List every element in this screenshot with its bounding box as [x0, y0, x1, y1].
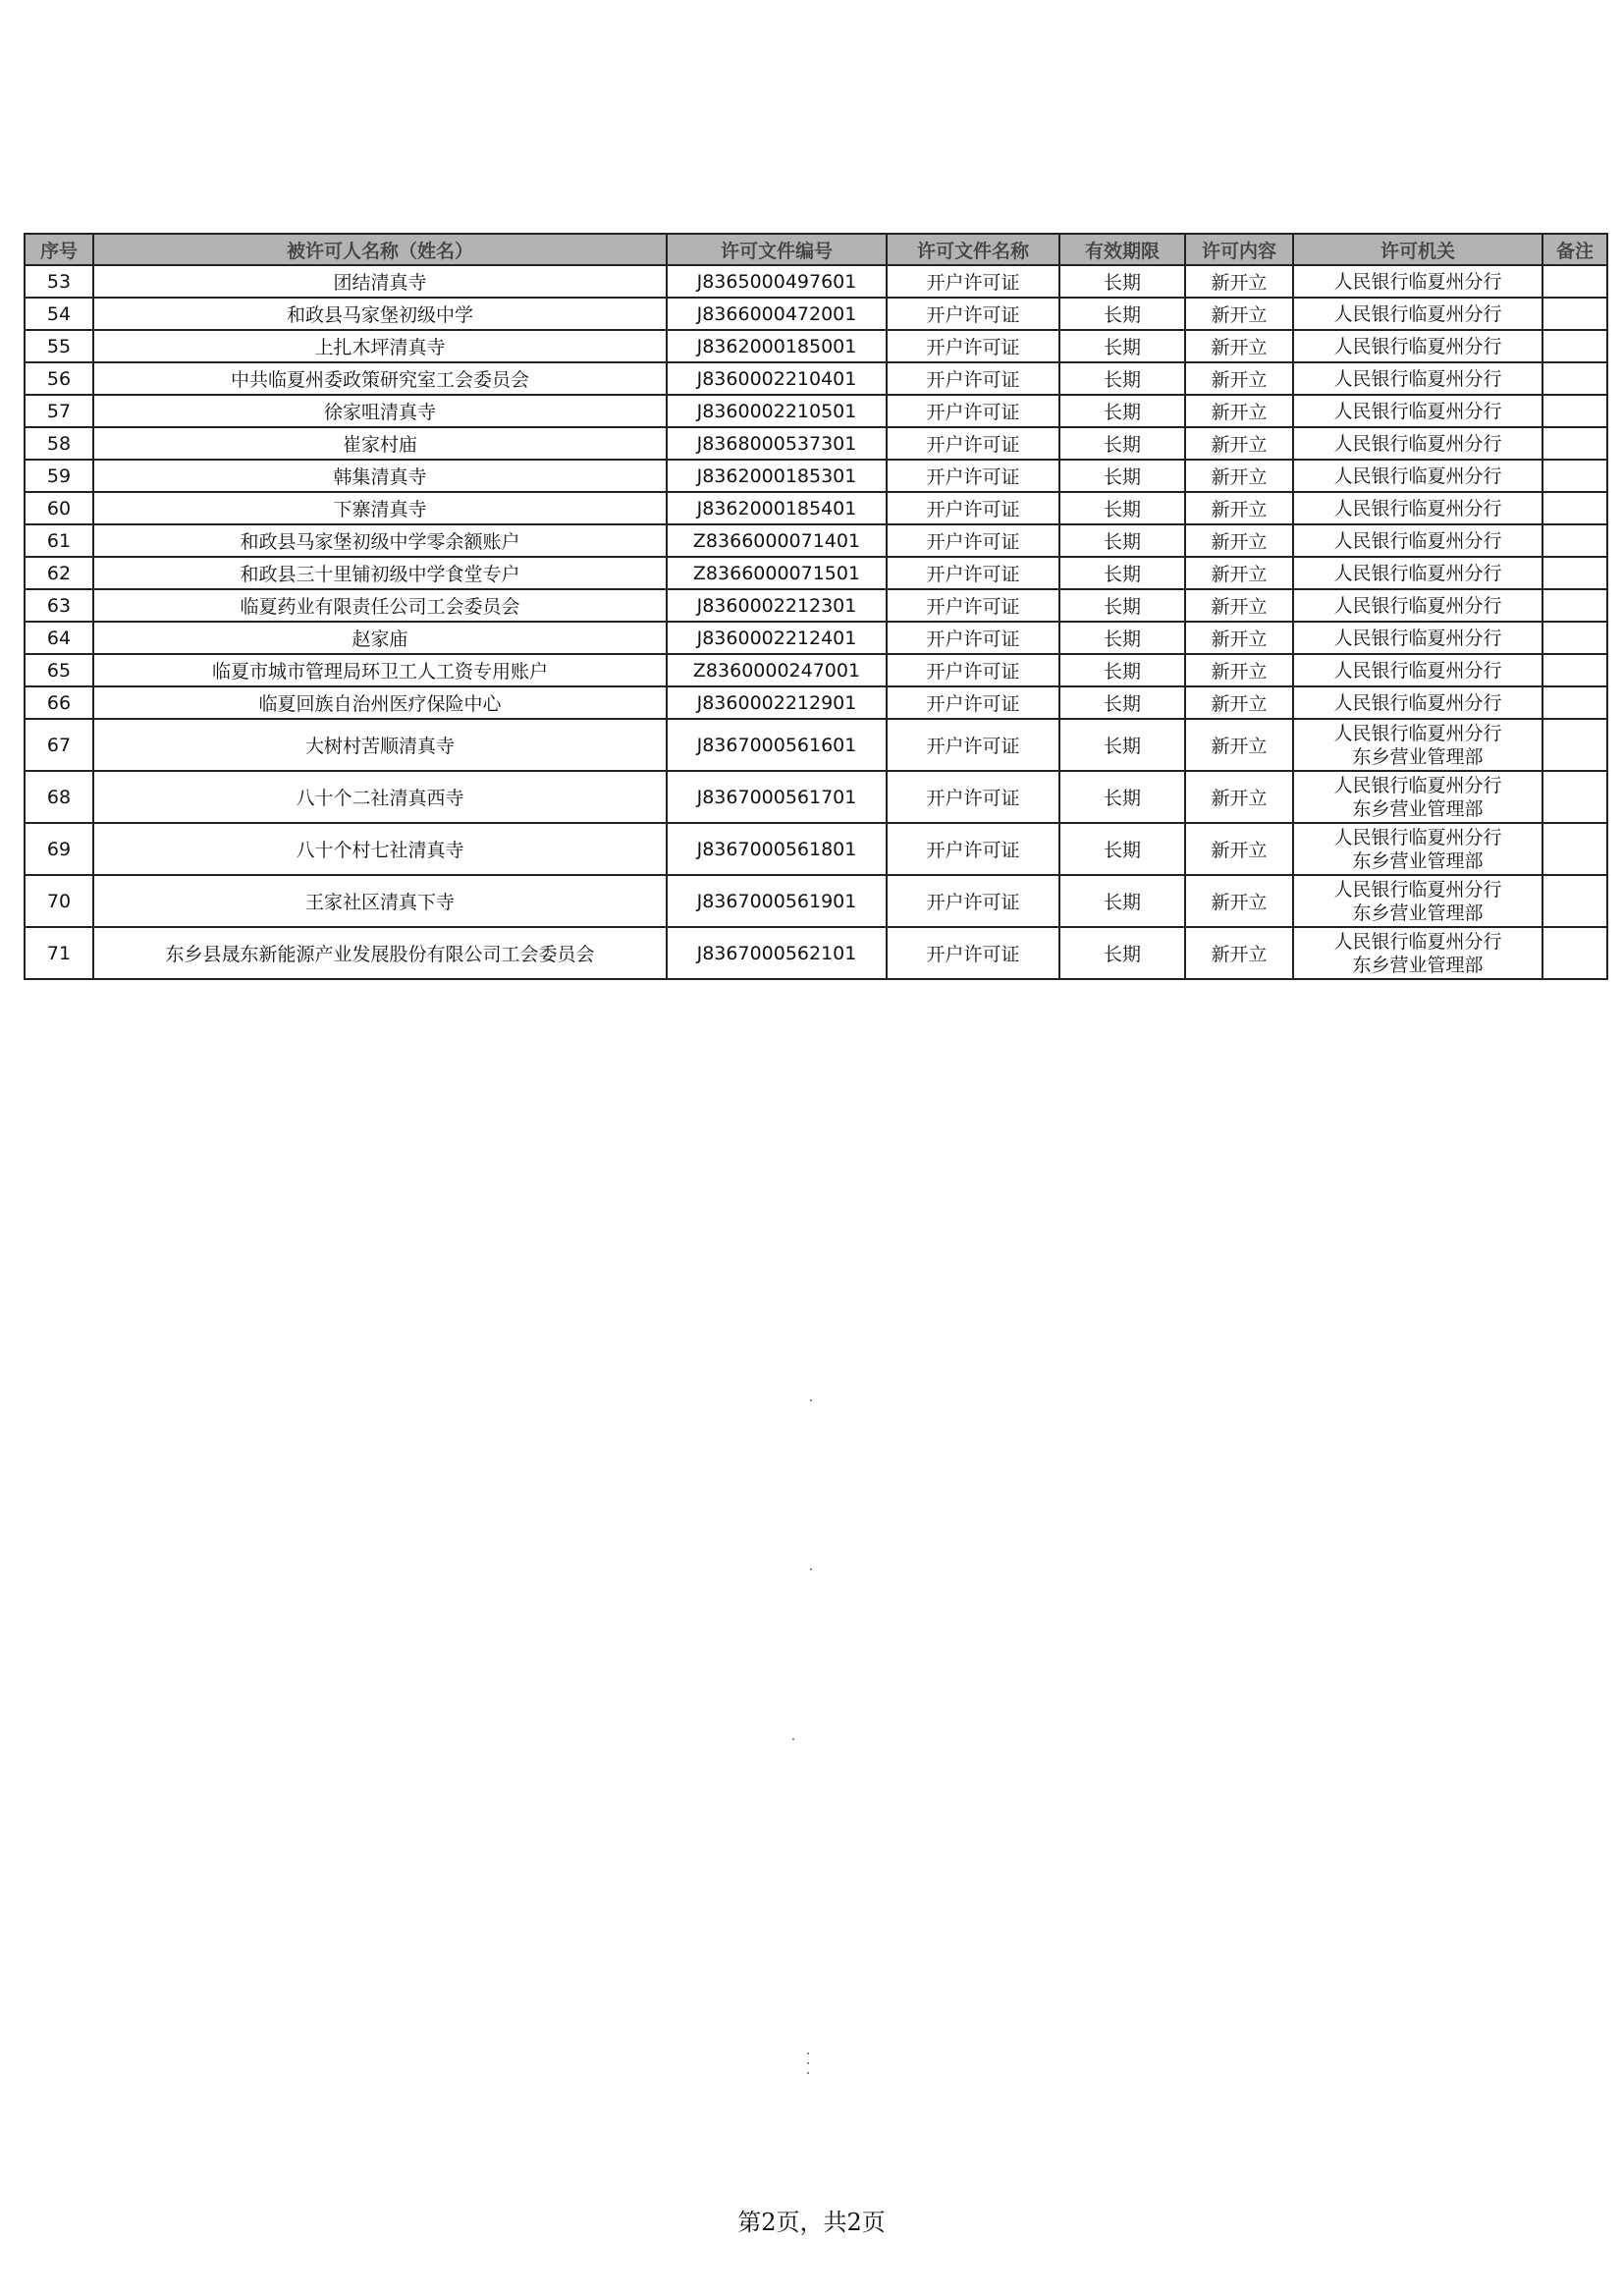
table-row [25, 524, 1607, 557]
cell-authority [1293, 719, 1542, 771]
cell-permit-content: 新开立 [1185, 622, 1293, 654]
cell-permit-number: J8367000561901 [667, 875, 887, 927]
cell-permit-name: 开户许可证 [887, 719, 1059, 771]
authority-line: 人民银行临夏州分行 [1333, 930, 1502, 953]
cell-licensee-name: 八十个二社清真西寺 [93, 771, 667, 823]
table-row [25, 622, 1607, 654]
cell-permit-content: 新开立 [1185, 362, 1293, 395]
table-row [25, 298, 1607, 330]
cell-licensee-name: 王家社区清真下寺 [93, 875, 667, 927]
cell-remarks [1542, 492, 1607, 524]
cell-permit-number: J8360002212301 [667, 589, 887, 622]
table-row [25, 427, 1607, 460]
cell-permit-number: J8367000561601 [667, 719, 887, 771]
cell-authority [1293, 927, 1542, 979]
table-row [25, 771, 1607, 823]
cell-permit-content: 新开立 [1185, 524, 1293, 557]
authority-line: 人民银行临夏州分行 [1333, 878, 1502, 901]
cell-permit-name: 开户许可证 [887, 771, 1059, 823]
authority-line: 人民银行临夏州分行 [1333, 562, 1502, 584]
cell-authority [1293, 427, 1542, 460]
permit-table [24, 233, 1608, 980]
scan-speck [810, 1568, 812, 1570]
cell-serial: 71 [25, 927, 93, 979]
authority-line: 人民银行临夏州分行 [1333, 302, 1502, 325]
cell-authority [1293, 524, 1542, 557]
table-row [25, 492, 1607, 524]
cell-validity: 长期 [1059, 622, 1185, 654]
header-validity: 有效期限 [1059, 234, 1185, 265]
cell-permit-content: 新开立 [1185, 427, 1293, 460]
cell-authority [1293, 654, 1542, 686]
cell-remarks [1542, 823, 1607, 875]
cell-serial: 63 [25, 589, 93, 622]
cell-remarks [1542, 524, 1607, 557]
header-permit-number: 许可文件编号 [667, 234, 887, 265]
cell-permit-name: 开户许可证 [887, 427, 1059, 460]
authority-line: 人民银行临夏州分行 [1333, 465, 1502, 487]
cell-remarks [1542, 460, 1607, 492]
cell-authority [1293, 298, 1542, 330]
cell-licensee-name: 东乡县晟东新能源产业发展股份有限公司工会委员会 [93, 927, 667, 979]
cell-authority [1293, 875, 1542, 927]
cell-permit-name: 开户许可证 [887, 330, 1059, 362]
cell-serial: 59 [25, 460, 93, 492]
table-row [25, 362, 1607, 395]
authority-line: 人民银行临夏州分行 [1333, 529, 1502, 552]
authority-line: 人民银行临夏州分行 [1333, 826, 1502, 848]
cell-validity: 长期 [1059, 265, 1185, 298]
cell-remarks [1542, 875, 1607, 927]
cell-serial: 58 [25, 427, 93, 460]
cell-permit-content: 新开立 [1185, 927, 1293, 979]
cell-permit-name: 开户许可证 [887, 686, 1059, 719]
authority-line: 人民银行临夏州分行 [1333, 594, 1502, 617]
cell-serial: 65 [25, 654, 93, 686]
cell-remarks [1542, 654, 1607, 686]
cell-serial: 57 [25, 395, 93, 427]
cell-validity: 长期 [1059, 823, 1185, 875]
cell-authority [1293, 589, 1542, 622]
table-row [25, 589, 1607, 622]
cell-permit-name: 开户许可证 [887, 927, 1059, 979]
cell-permit-number: Z8366000071401 [667, 524, 887, 557]
scan-speck [807, 2052, 809, 2054]
cell-permit-content: 新开立 [1185, 875, 1293, 927]
cell-serial: 70 [25, 875, 93, 927]
cell-licensee-name: 上扎木坪清真寺 [93, 330, 667, 362]
authority-line: 人民银行临夏州分行 [1333, 400, 1502, 422]
cell-permit-name: 开户许可证 [887, 654, 1059, 686]
authority-line: 东乡营业管理部 [1352, 797, 1484, 820]
cell-permit-number: J8360002210401 [667, 362, 887, 395]
cell-permit-content: 新开立 [1185, 265, 1293, 298]
header-permit-name: 许可文件名称 [887, 234, 1059, 265]
cell-remarks [1542, 622, 1607, 654]
cell-permit-content: 新开立 [1185, 654, 1293, 686]
scan-speck [810, 1399, 812, 1401]
cell-validity: 长期 [1059, 686, 1185, 719]
cell-permit-name: 开户许可证 [887, 524, 1059, 557]
cell-permit-number: J8367000561701 [667, 771, 887, 823]
cell-permit-number: J8362000185301 [667, 460, 887, 492]
cell-licensee-name: 赵家庙 [93, 622, 667, 654]
cell-licensee-name: 和政县三十里铺初级中学食堂专户 [93, 557, 667, 589]
scan-speck [807, 2072, 809, 2074]
cell-validity: 长期 [1059, 875, 1185, 927]
cell-remarks [1542, 298, 1607, 330]
cell-validity: 长期 [1059, 654, 1185, 686]
cell-permit-number: Z8366000071501 [667, 557, 887, 589]
cell-permit-name: 开户许可证 [887, 298, 1059, 330]
cell-validity: 长期 [1059, 330, 1185, 362]
cell-licensee-name: 临夏市城市管理局环卫工人工资专用账户 [93, 654, 667, 686]
cell-permit-content: 新开立 [1185, 686, 1293, 719]
cell-remarks [1542, 719, 1607, 771]
header-row [25, 234, 1607, 265]
cell-licensee-name: 临夏药业有限责任公司工会委员会 [93, 589, 667, 622]
cell-authority [1293, 362, 1542, 395]
scan-speck [807, 2062, 809, 2064]
authority-line: 人民银行临夏州分行 [1333, 270, 1502, 293]
cell-permit-number: J8360002212401 [667, 622, 887, 654]
authority-line: 人民银行临夏州分行 [1333, 335, 1502, 357]
table-row [25, 330, 1607, 362]
cell-remarks [1542, 362, 1607, 395]
cell-permit-name: 开户许可证 [887, 460, 1059, 492]
cell-permit-content: 新开立 [1185, 557, 1293, 589]
cell-permit-name: 开户许可证 [887, 557, 1059, 589]
cell-serial: 55 [25, 330, 93, 362]
cell-licensee-name: 和政县马家堡初级中学零余额账户 [93, 524, 667, 557]
table-row [25, 686, 1607, 719]
authority-line: 人民银行临夏州分行 [1333, 627, 1502, 649]
cell-permit-name: 开户许可证 [887, 823, 1059, 875]
page-number: 第2页，共2页 [737, 2209, 886, 2236]
cell-licensee-name: 崔家村庙 [93, 427, 667, 460]
table-body [25, 265, 1607, 979]
cell-authority [1293, 330, 1542, 362]
cell-permit-content: 新开立 [1185, 823, 1293, 875]
scan-speck [792, 1738, 794, 1740]
cell-serial: 69 [25, 823, 93, 875]
table-row [25, 823, 1607, 875]
cell-validity: 长期 [1059, 524, 1185, 557]
cell-authority [1293, 557, 1542, 589]
cell-remarks [1542, 686, 1607, 719]
cell-validity: 长期 [1059, 460, 1185, 492]
cell-validity: 长期 [1059, 771, 1185, 823]
cell-authority [1293, 823, 1542, 875]
table-row [25, 719, 1607, 771]
cell-permit-number: J8360002212901 [667, 686, 887, 719]
authority-line: 人民银行临夏州分行 [1333, 774, 1502, 796]
cell-validity: 长期 [1059, 719, 1185, 771]
cell-permit-name: 开户许可证 [887, 395, 1059, 427]
header-authority: 许可机关 [1293, 234, 1542, 265]
cell-permit-content: 新开立 [1185, 460, 1293, 492]
cell-permit-number: J8368000537301 [667, 427, 887, 460]
cell-permit-number: J8367000562101 [667, 927, 887, 979]
cell-remarks [1542, 427, 1607, 460]
cell-permit-content: 新开立 [1185, 719, 1293, 771]
cell-remarks [1542, 927, 1607, 979]
cell-licensee-name: 和政县马家堡初级中学 [93, 298, 667, 330]
cell-validity: 长期 [1059, 298, 1185, 330]
cell-licensee-name: 中共临夏州委政策研究室工会委员会 [93, 362, 667, 395]
cell-serial: 64 [25, 622, 93, 654]
cell-authority [1293, 492, 1542, 524]
cell-remarks [1542, 265, 1607, 298]
authority-line: 人民银行临夏州分行 [1333, 367, 1502, 390]
cell-validity: 长期 [1059, 589, 1185, 622]
cell-permit-name: 开户许可证 [887, 492, 1059, 524]
cell-authority [1293, 771, 1542, 823]
cell-permit-content: 新开立 [1185, 395, 1293, 427]
cell-serial: 62 [25, 557, 93, 589]
cell-permit-name: 开户许可证 [887, 875, 1059, 927]
cell-remarks [1542, 557, 1607, 589]
cell-licensee-name: 八十个村七社清真寺 [93, 823, 667, 875]
cell-remarks [1542, 395, 1607, 427]
cell-validity: 长期 [1059, 492, 1185, 524]
cell-permit-name: 开户许可证 [887, 589, 1059, 622]
cell-serial: 56 [25, 362, 93, 395]
cell-licensee-name: 临夏回族自治州医疗保险中心 [93, 686, 667, 719]
cell-serial: 53 [25, 265, 93, 298]
cell-authority [1293, 686, 1542, 719]
cell-serial: 61 [25, 524, 93, 557]
authority-line: 东乡营业管理部 [1352, 902, 1484, 924]
cell-validity: 长期 [1059, 362, 1185, 395]
cell-permit-content: 新开立 [1185, 492, 1293, 524]
cell-permit-number: Z8360000247001 [667, 654, 887, 686]
cell-licensee-name: 下寨清真寺 [93, 492, 667, 524]
authority-line: 东乡营业管理部 [1352, 954, 1484, 976]
cell-remarks [1542, 589, 1607, 622]
cell-permit-content: 新开立 [1185, 298, 1293, 330]
cell-permit-name: 开户许可证 [887, 622, 1059, 654]
cell-permit-number: J8360002210501 [667, 395, 887, 427]
cell-permit-number: J8365000497601 [667, 265, 887, 298]
cell-authority [1293, 265, 1542, 298]
authority-line: 人民银行临夏州分行 [1333, 659, 1502, 682]
cell-remarks [1542, 330, 1607, 362]
cell-licensee-name: 大树村苦顺清真寺 [93, 719, 667, 771]
header-serial: 序号 [25, 234, 93, 265]
table-header [25, 234, 1607, 265]
cell-licensee-name: 韩集清真寺 [93, 460, 667, 492]
cell-serial: 66 [25, 686, 93, 719]
cell-authority [1293, 460, 1542, 492]
cell-licensee-name: 团结清真寺 [93, 265, 667, 298]
table-row [25, 460, 1607, 492]
header-permit-content: 许可内容 [1185, 234, 1293, 265]
cell-permit-number: J8367000561801 [667, 823, 887, 875]
cell-serial: 67 [25, 719, 93, 771]
table-row [25, 875, 1607, 927]
authority-line: 东乡营业管理部 [1352, 849, 1484, 872]
cell-validity: 长期 [1059, 395, 1185, 427]
cell-serial: 60 [25, 492, 93, 524]
table-row [25, 654, 1607, 686]
cell-licensee-name: 徐家咀清真寺 [93, 395, 667, 427]
cell-remarks [1542, 771, 1607, 823]
cell-validity: 长期 [1059, 427, 1185, 460]
authority-line: 人民银行临夏州分行 [1333, 691, 1502, 714]
cell-permit-content: 新开立 [1185, 330, 1293, 362]
authority-line: 人民银行临夏州分行 [1333, 722, 1502, 744]
cell-permit-name: 开户许可证 [887, 265, 1059, 298]
cell-permit-number: J8362000185401 [667, 492, 887, 524]
table-row [25, 265, 1607, 298]
cell-permit-name: 开户许可证 [887, 362, 1059, 395]
cell-permit-number: J8366000472001 [667, 298, 887, 330]
table-row [25, 557, 1607, 589]
cell-permit-content: 新开立 [1185, 771, 1293, 823]
table-row [25, 927, 1607, 979]
authority-line: 东乡营业管理部 [1352, 745, 1484, 768]
table-row [25, 395, 1607, 427]
cell-validity: 长期 [1059, 927, 1185, 979]
cell-serial: 68 [25, 771, 93, 823]
authority-line: 人民银行临夏州分行 [1333, 497, 1502, 519]
cell-authority [1293, 622, 1542, 654]
cell-permit-content: 新开立 [1185, 589, 1293, 622]
authority-line: 人民银行临夏州分行 [1333, 432, 1502, 455]
cell-permit-number: J8362000185001 [667, 330, 887, 362]
cell-validity: 长期 [1059, 557, 1185, 589]
cell-authority [1293, 395, 1542, 427]
header-remarks: 备注 [1542, 234, 1607, 265]
cell-serial: 54 [25, 298, 93, 330]
header-licensee-name: 被许可人名称（姓名） [93, 234, 667, 265]
